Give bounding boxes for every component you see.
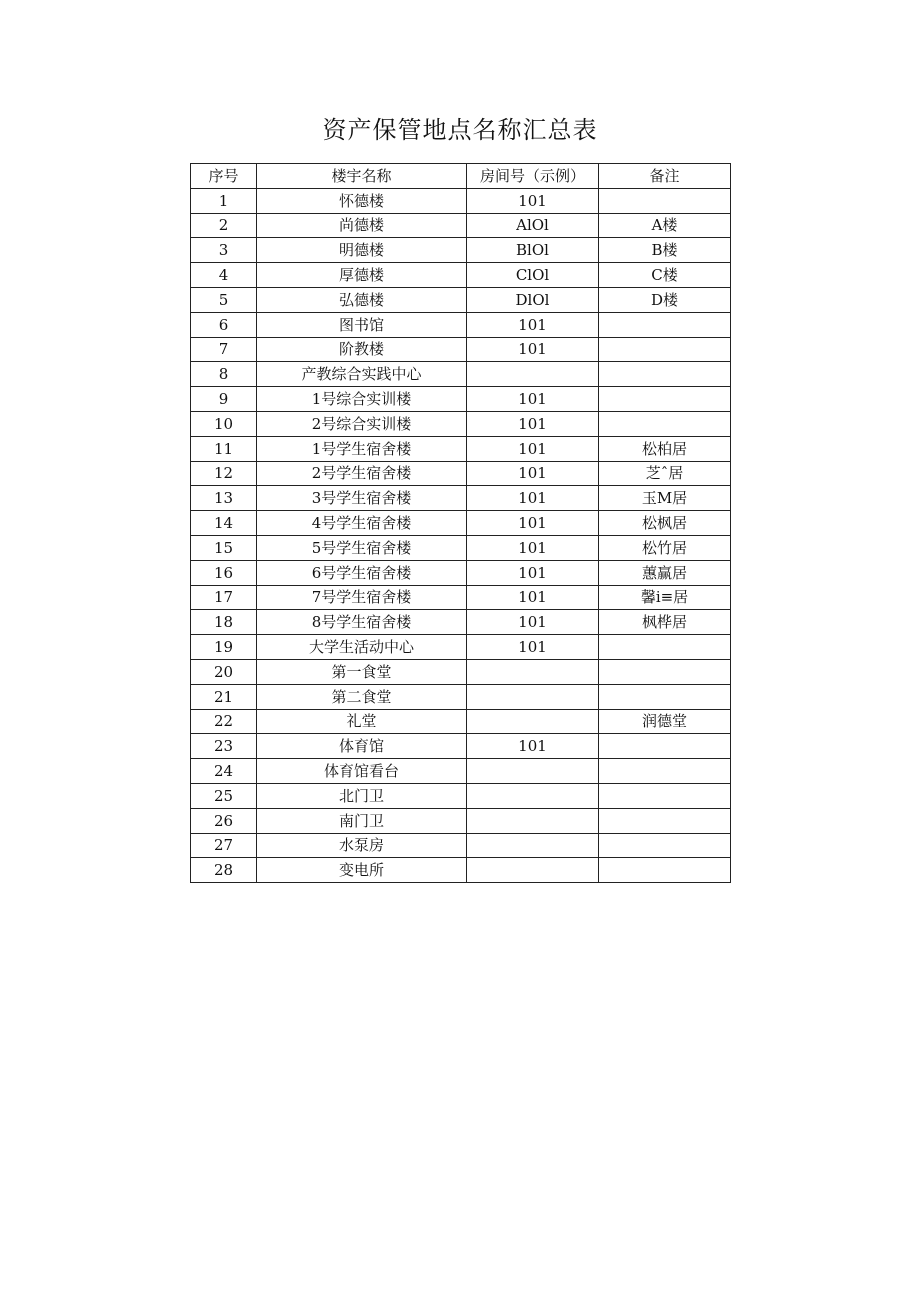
cell-remarks [599,808,731,833]
cell-serial-number: 16 [191,560,257,585]
header-building-name: 楼宇名称 [257,164,467,189]
cell-remarks [599,362,731,387]
cell-room-number: 101 [467,188,599,213]
cell-serial-number: 15 [191,535,257,560]
cell-remarks: A楼 [599,213,731,238]
header-serial-number: 序号 [191,164,257,189]
cell-serial-number: 21 [191,684,257,709]
cell-room-number [467,833,599,858]
cell-serial-number: 18 [191,610,257,635]
cell-room-number: DlOl [467,287,599,312]
cell-remarks [599,659,731,684]
cell-remarks [599,783,731,808]
cell-room-number [467,362,599,387]
cell-building-name: 6号学生宿舍楼 [257,560,467,585]
cell-room-number [467,759,599,784]
table-row [191,734,731,759]
cell-remarks [599,411,731,436]
cell-room-number: ClOl [467,263,599,288]
cell-building-name: 第一食堂 [257,659,467,684]
cell-room-number: 101 [467,486,599,511]
cell-room-number: 101 [467,535,599,560]
cell-building-name: 厚德楼 [257,263,467,288]
cell-remarks: 蕙赢居 [599,560,731,585]
cell-remarks: D楼 [599,287,731,312]
cell-serial-number: 25 [191,783,257,808]
cell-room-number: 101 [467,511,599,536]
cell-room-number [467,684,599,709]
cell-serial-number: 12 [191,461,257,486]
header-room-number: 房间号（示例） [467,164,599,189]
cell-remarks [599,734,731,759]
cell-building-name: 尚德楼 [257,213,467,238]
cell-building-name: 4号学生宿舍楼 [257,511,467,536]
table-row [191,387,731,412]
cell-room-number: 101 [467,337,599,362]
cell-serial-number: 7 [191,337,257,362]
cell-serial-number: 28 [191,858,257,883]
cell-room-number [467,783,599,808]
cell-serial-number: 5 [191,287,257,312]
cell-remarks [599,312,731,337]
cell-building-name: 1号学生宿舍楼 [257,436,467,461]
cell-serial-number: 17 [191,585,257,610]
cell-room-number: 101 [467,411,599,436]
table-body [191,188,731,882]
table-row [191,287,731,312]
header-remarks: 备注 [599,164,731,189]
cell-serial-number: 27 [191,833,257,858]
cell-serial-number: 8 [191,362,257,387]
cell-serial-number: 22 [191,709,257,734]
cell-building-name: 7号学生宿舍楼 [257,585,467,610]
table-row [191,461,731,486]
table-row [191,684,731,709]
page-title: 资产保管地点名称汇总表 [322,116,598,144]
table-row [191,362,731,387]
cell-serial-number: 14 [191,511,257,536]
cell-room-number [467,858,599,883]
asset-location-table [190,163,731,883]
cell-serial-number: 6 [191,312,257,337]
table-row [191,263,731,288]
cell-building-name: 8号学生宿舍楼 [257,610,467,635]
table-row [191,238,731,263]
table-row [191,560,731,585]
cell-building-name: 弘德楼 [257,287,467,312]
cell-remarks [599,858,731,883]
cell-remarks [599,684,731,709]
table-row [191,511,731,536]
table-row [191,709,731,734]
table-row [191,610,731,635]
cell-building-name: 图书馆 [257,312,467,337]
cell-room-number: BlOl [467,238,599,263]
cell-room-number: 101 [467,635,599,660]
table-row [191,808,731,833]
table-row [191,213,731,238]
cell-serial-number: 9 [191,387,257,412]
table-row [191,659,731,684]
cell-remarks [599,188,731,213]
table-row [191,411,731,436]
table-row [191,312,731,337]
cell-serial-number: 20 [191,659,257,684]
cell-building-name: 体育馆看台 [257,759,467,784]
cell-remarks: B楼 [599,238,731,263]
cell-building-name: 2号学生宿舍楼 [257,461,467,486]
cell-room-number: 101 [467,610,599,635]
cell-building-name: 水泵房 [257,833,467,858]
cell-building-name: 礼堂 [257,709,467,734]
table-row [191,436,731,461]
cell-building-name: 阶教楼 [257,337,467,362]
cell-building-name: 2号综合实训楼 [257,411,467,436]
cell-room-number: 101 [467,461,599,486]
table-row [191,486,731,511]
cell-serial-number: 3 [191,238,257,263]
table-row [191,759,731,784]
cell-building-name: 体育馆 [257,734,467,759]
cell-room-number: 101 [467,312,599,337]
table-row [191,833,731,858]
cell-remarks: 枫桦居 [599,610,731,635]
table-row [191,783,731,808]
cell-remarks [599,759,731,784]
cell-building-name: 明德楼 [257,238,467,263]
table-row [191,858,731,883]
cell-serial-number: 1 [191,188,257,213]
cell-remarks: 松竹居 [599,535,731,560]
cell-serial-number: 13 [191,486,257,511]
cell-serial-number: 10 [191,411,257,436]
cell-room-number: 101 [467,734,599,759]
cell-building-name: 1号综合实训楼 [257,387,467,412]
cell-remarks [599,337,731,362]
cell-room-number: 101 [467,585,599,610]
cell-remarks: 馨i≡居 [599,585,731,610]
cell-building-name: 怀德楼 [257,188,467,213]
cell-serial-number: 4 [191,263,257,288]
cell-remarks [599,833,731,858]
table-header-row [191,164,731,189]
cell-building-name: 第二食堂 [257,684,467,709]
cell-building-name: 北门卫 [257,783,467,808]
cell-remarks: 润德堂 [599,709,731,734]
cell-room-number: 101 [467,387,599,412]
cell-remarks [599,635,731,660]
cell-building-name: 南门卫 [257,808,467,833]
cell-building-name: 3号学生宿舍楼 [257,486,467,511]
table-row [191,188,731,213]
table-row [191,535,731,560]
cell-remarks: C楼 [599,263,731,288]
cell-remarks: 芝ˆ居 [599,461,731,486]
table-row [191,337,731,362]
cell-building-name: 5号学生宿舍楼 [257,535,467,560]
cell-room-number [467,808,599,833]
cell-serial-number: 23 [191,734,257,759]
cell-building-name: 产教综合实践中心 [257,362,467,387]
cell-room-number: AlOl [467,213,599,238]
cell-room-number: 101 [467,560,599,585]
cell-serial-number: 24 [191,759,257,784]
cell-room-number [467,659,599,684]
cell-room-number [467,709,599,734]
cell-serial-number: 11 [191,436,257,461]
cell-remarks: 松柏居 [599,436,731,461]
cell-serial-number: 19 [191,635,257,660]
cell-serial-number: 26 [191,808,257,833]
cell-room-number: 101 [467,436,599,461]
cell-remarks [599,387,731,412]
cell-remarks: 玉M居 [599,486,731,511]
table-row [191,635,731,660]
cell-building-name: 大学生活动中心 [257,635,467,660]
table-row [191,585,731,610]
cell-building-name: 变电所 [257,858,467,883]
cell-remarks: 松枫居 [599,511,731,536]
cell-serial-number: 2 [191,213,257,238]
